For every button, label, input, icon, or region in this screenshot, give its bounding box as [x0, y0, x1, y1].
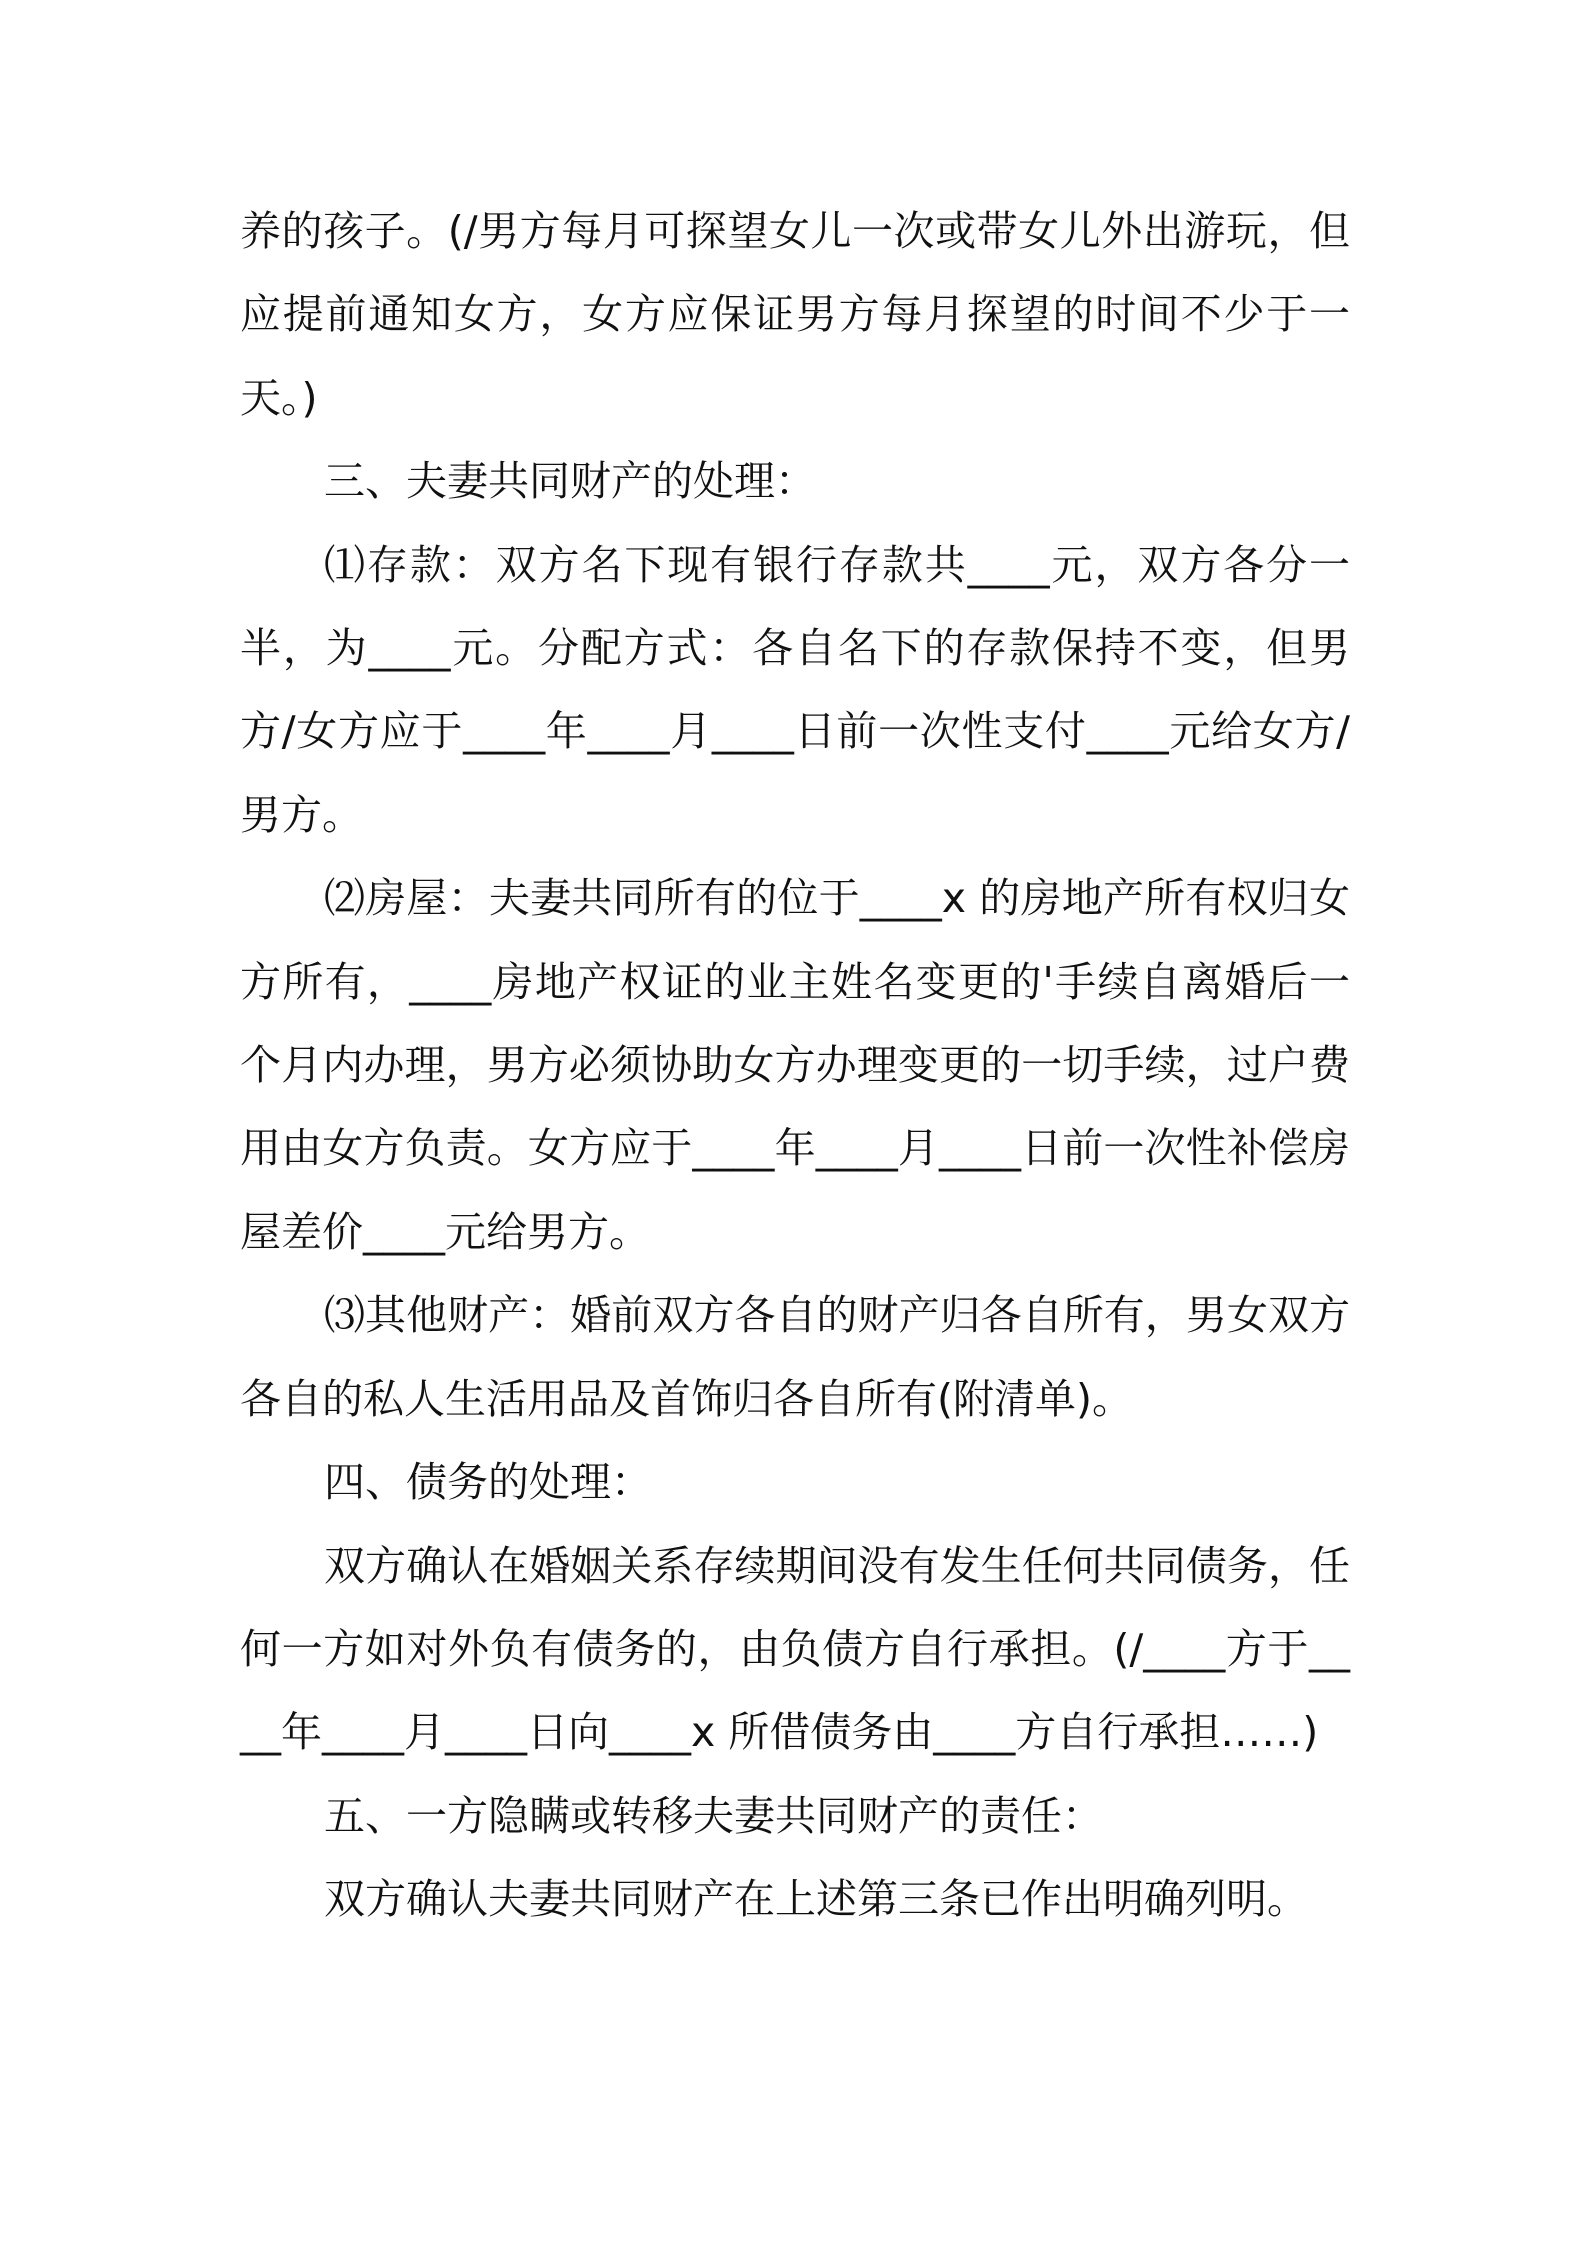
paragraph-child-visitation: 养的孩子。(/男方每月可探望女儿一次或带女儿外出游玩，但应提前通知女方，女方应保证男方每月探望的时间不少于一天。)	[240, 207, 1350, 422]
paragraph-house: ⑵房屋：夫妻共同所有的位于____x 的房地产所有权归女方所有，____房地产权证的业主姓名变更的'手续自离婚后一个月内办理，男方必须协助女方办理变更的一切手续，过户费用由女方负责。女方应于____年____月____日前一次性补偿房屋差价____元给男方。	[240, 874, 1350, 1256]
paragraph-other-property: ⑶其他财产：婚前双方各自的财产归各自所有，男女双方各自的私人生活用品及首饰归各自所有(附清单)。	[240, 1291, 1350, 1423]
document-body	[240, 190, 1350, 1942]
heading-concealment-liability: 五、一方隐瞒或转移夫妻共同财产的责任：	[324, 1791, 1103, 1840]
paragraph-deposits: ⑴存款：双方名下现有银行存款共____元，双方各分一半，为____元。分配方式：各自名下的存款保持不变，但男方/女方应于____年____月____日前一次性支付____元给女方/男方。	[240, 540, 1350, 839]
paragraph-concealment: 双方确认夫妻共同财产在上述第三条已作出明确列明。	[324, 1875, 1308, 1924]
heading-joint-property: 三、夫妻共同财产的处理：	[324, 457, 816, 506]
paragraph-debts: 双方确认在婚姻关系存续期间没有发生任何共同债务，任何一方如对外负有债务的，由负债方自行承担。(/____方于____年____月____日向____x 所借债务由____方自行承担……)	[240, 1541, 1350, 1757]
heading-debts: 四、债务的处理：	[324, 1458, 652, 1507]
